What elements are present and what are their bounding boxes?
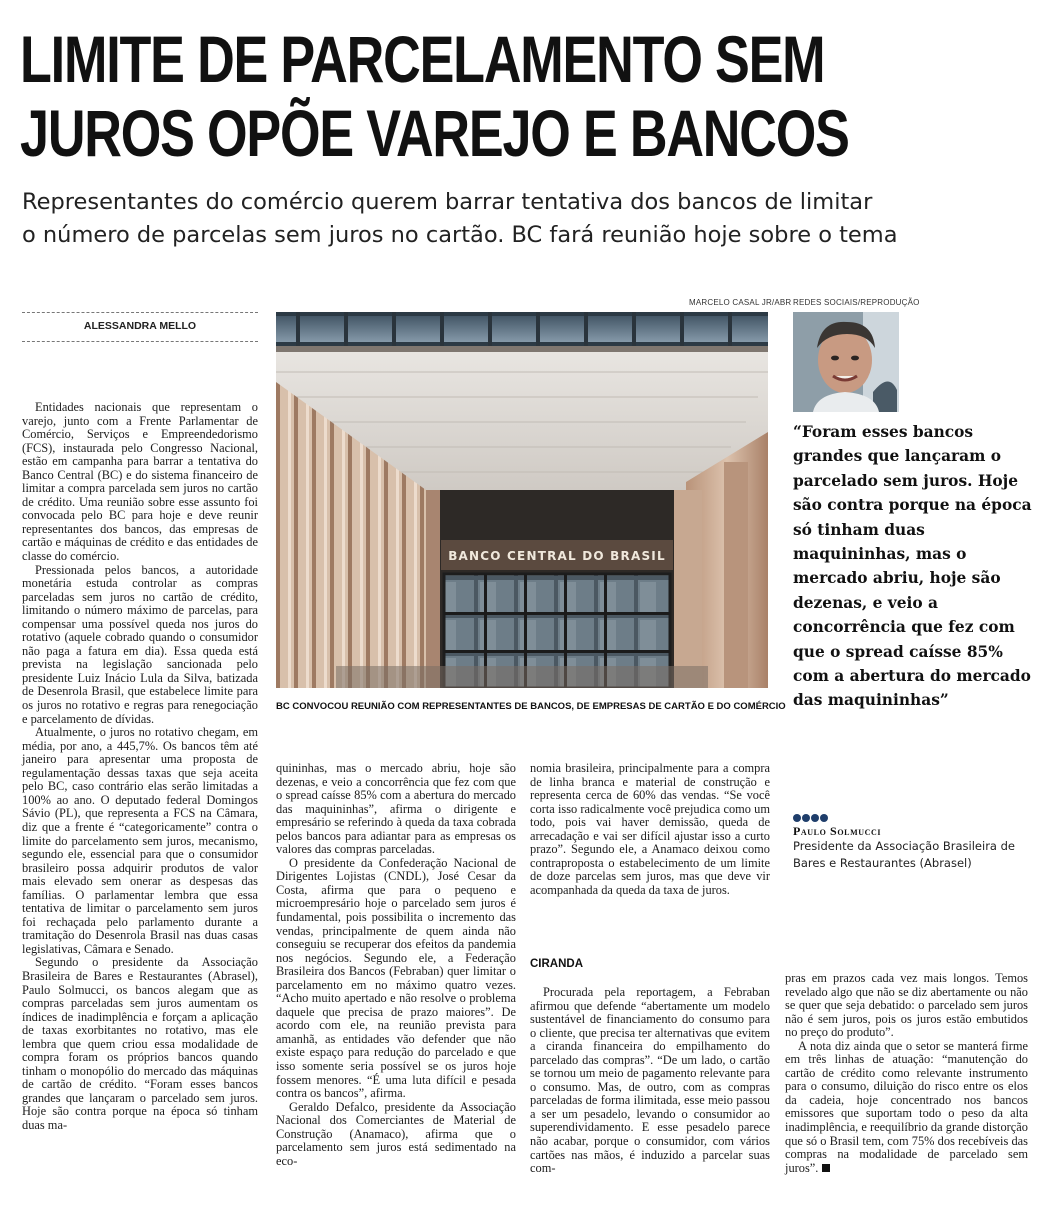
subhead-ciranda: CIRANDA: [530, 958, 584, 970]
quote-author-role: Presidente da Associação Brasileira de Bares e Restaurantes (Abrasel): [793, 839, 1016, 870]
pull-quote: “Foram esses bancos grandes que lançaram o parcelado sem juros. Hoje são contra porque na época só tinham duas maquininhas, mas o mercado abriu, hoje são dezenas, e veio a concorrência que fez com que o spread caísse 85% com a abertura do mercado das maquininhas”: [793, 423, 1032, 710]
portrait-illustration: [793, 312, 899, 412]
paragraph: [785, 1040, 1028, 1175]
building-sign: BANCO CENTRAL DO BRASIL: [448, 549, 666, 563]
paragraph: Geraldo Defalco, presidente da Associação Nacional dos Comerciantes de Material de Construção (Anamaco), afirma que o parcelamento sem juros está sedimentado na eco-: [276, 1099, 516, 1168]
end-mark: [822, 1164, 830, 1172]
headline-line-1: LIMITE DE PARCELAMENTO SEM: [20, 22, 825, 96]
article-column-2: [276, 762, 516, 1168]
portrait-photo: [793, 312, 899, 412]
paragraph: Pressionada pelos bancos, a autoridade monetária estuda controlar as compras parceladas sem juros no cartão de crédito, limitando o número máximo de parcelas, para compensar uma possível queda nos juros do rotativo (aquele cobrado quando o consumidor não paga a fatura em dia). Essa queda está prevista na legislação sancionada pelo presidente Luiz Inácio Lula da Silva, batizada de Desenrola Brasil, que estabelece limite para os juros no rotativo e regras para renegociação e parcelamento de dívidas.: [22, 562, 258, 726]
portrait-credit: REDES SOCIAIS/REPRODUÇÃO: [793, 298, 920, 307]
paragraph: O presidente da Confederação Nacional de Dirigentes Lojistas (CNDL), José Cesar da Costa, afirma que para o pequeno e microempresário hoje o parcelado sem juros é fundamental, pois possibilita o incremento das vendas, principalmente de quem ainda não conseguiu se recuperar dos efeitos da pandemia nos negócios. Segundo ele, a Federação Brasileira dos Bancos (Febraban) quer limitar o parcelamento em no máximo quatro vezes. “Acho muito apertado e não resolve o problema daquele que precisa de prazo maiores”. De acordo com ele, na reunião prevista para amanhã, as entidades vão defender que não existe espaço para redução do parcelado e que isso somente seria possível se os juros hoje fossem menores. “É uma luta difícil e pesada contra os bancos”, afirma.: [276, 855, 516, 1101]
quote-author-name: Paulo Solmucci: [793, 824, 882, 838]
byline-rule-top: [22, 312, 258, 313]
headline-line-2: JUROS OPÕE VAREJO E BANCOS: [20, 96, 849, 170]
photo-caption: BC CONVOCOU REUNIÃO COM REPRESENTANTES DE BANCOS, DE EMPRESAS DE CARTÃO E DO COMÉRCIO: [276, 701, 786, 712]
photo-banco-central: [276, 312, 768, 688]
paragraph: Atualmente, o juros no rotativo chegam, em média, por ano, a 445,7%. Os bancos têm até janeiro para apresentar uma proposta de regulamentação dessas taxas que seja aceita pelo BC, caso contrário elas serão limitadas a 100% ao ano. O deputado federal Domingos Sávio (PL), que representa a FCS na Câmara, diz que a frente é “categoricamente” contra o limite do parcelamento sem juros, mecanismo, segundo ele, essencial para que o consumidor brasileiro possa adquirir produtos de valor mais elevado sem onerar as despesas das famílias. O parlamentar lembra que essa tentativa de limitar o parcelamento sem juros foi rechaçada pelo parlamento durante a tramitação do Desenrola Brasil nas duas casas legislativas, Câmara e Senado.: [22, 725, 258, 956]
deck-line-2: o número de parcelas sem juros no cartão. BC fará reunião hoje sobre o tema: [22, 222, 898, 248]
paragraph: Entidades nacionais que representam o varejo, junto com a Frente Parlamentar de Comércio, Serviços e Empreendedorismo (FCS), instaurada pelo Congresso Nacional, estão em campanha para barrar a tentativa do Banco Central (BC) e do sistema financeiro de limitar a compra parcelada sem juros no cartão de crédito. Uma reunião sobre esse assunto foi convocada pelo BC para hoje e deve reunir representantes dos bancos, das empresas de cartão e máquinas de crédito e das entidades de classe do comércio.: [22, 400, 258, 564]
photo-credit: MARCELO CASAL JR/ABR: [689, 298, 792, 307]
article-column-3: [530, 762, 770, 897]
quote-dots-ornament: [793, 809, 829, 819]
deck-line-1: Representantes do comércio querem barrar tentativa dos bancos de limitar: [22, 189, 873, 215]
byline-rule-bottom: [22, 341, 258, 342]
deck-subtitle: [22, 186, 1022, 252]
paragraph: nomia brasileira, principalmente para a compra de linha branca e material de construção e representa cerca de 60% das vendas. “Se você corta isso radicalmente você prejudica como um todo, pois vai haver demissão, queda de arrecadação e vai ser difícil ajustar isso a curto prazo”. Segundo ele, a Anamaco deixou como contraproposta o estabelecimento de um limite de doze parcelas sem juros, mas que deve vir acompanhada da queda da taxa de juros.: [530, 761, 770, 897]
article-column-4: [785, 972, 1028, 1175]
building-illustration: [276, 312, 768, 688]
paragraph-text: A nota diz ainda que o setor se manterá firme em três linhas de atuação: “manutenção do cartão de crédito como relevante instrumento para o consumo, diluição do risco entre os elos da cadeia, hoje concentrado nos bancos emissores que suportam todo o peso da alta inadimplência, e reequilíbrio da grande distorção que só o Brasil tem, com 75% dos recebíveis das compras na modalidade de parcelado sem juros”.: [785, 1038, 1028, 1175]
headline: [20, 22, 849, 170]
article-column-1: [22, 401, 258, 1133]
paragraph: pras em prazos cada vez mais longos. Temos revelado algo que não se diz abertamente ou não se quer que seja debatido: o parcelado sem juros não é sem juros, pois os juros estão embutidos no preço do produto”.: [785, 971, 1028, 1040]
paragraph: quininhas, mas o mercado abriu, hoje são dezenas, e veio a concorrência que fez com que o spread caísse 85% com a abertura do mercado das maquininhas”, afirma o dirigente e empresário se referindo à queda da taxa cobrada pelos bancos para adiantar para as empresas os valores das compras parceladas.: [276, 761, 516, 857]
paragraph: Procurada pela reportagem, a Febraban afirmou que defende “abertamente um modelo sustentável de financiamento do consumo para o cliente, que precisa ter alternativas que evitem a ciranda financeira do empilhamento do parcelado das compras”. “De um lado, o cartão se tornou um meio de pagamento relevante para o consumo. Mas, de outro, com as compras parceladas de forma ilimitada, esse meio passou a ser um pesadelo, levando o consumidor ao superendividamento. E esse pesadelo parece não acabar, porque o consumidor, com vários cartões nas mãos, é induzido a parcelar suas com-: [530, 985, 770, 1176]
article-column-3-continued: [530, 986, 770, 1176]
paragraph: Segundo o presidente da Associação Brasileira de Bares e Restaurantes (Abrasel), Paulo Solmucci, os bancos alegam que as compras parceladas sem juros aumentam os índices de inadimplência e forçam a aplicação de taxas exorbitantes no rotativo, mas ele lembra que quem criou essa modalidade de compra foram os próprios bancos quando tinham o monopólio do mercado das máquinas de cartão de crédito. “Foram esses bancos grandes que lançaram o parcelado sem juros. Hoje são contra porque na época só tinham duas ma-: [22, 955, 258, 1132]
byline: ALESSANDRA MELLO: [83, 320, 197, 332]
